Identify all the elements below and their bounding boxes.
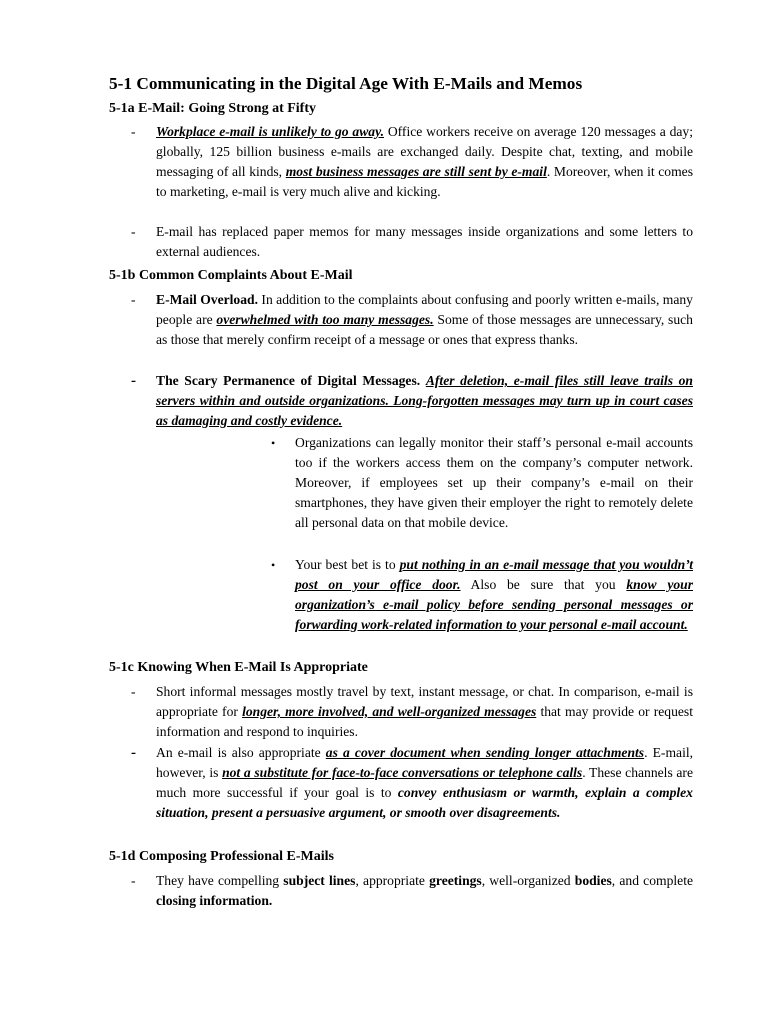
bullet-marker: • [271,558,276,572]
text-run: that may provide or request information and respond to inquiries. [156,704,693,739]
emphasis-run: After deletion, e-mail files still leave trails on servers within and outside organizations. Long-forgotten messages may turn up in court cases as damaging and costly evidence. [156,373,693,428]
list-item [156,222,693,262]
text-run: Also be sure that you [460,577,627,592]
text-run: . Moreover, when it comes to marketing, e-mail is very much alive and kicking. [156,164,694,199]
dash-marker: - [131,224,136,239]
emphasis-run: Workplace e-mail is unlikely to go away. [156,124,384,139]
emphasis-run: The Scary Permanence of Digital Messages. [156,373,421,388]
section-heading-5-1a: 5-1a E-Mail: Going Strong at Fifty [109,101,317,116]
emphasis-run: bodies [574,873,612,888]
list-item [156,371,693,431]
emphasis-run: E-Mail Overload. [156,292,258,307]
page-title: 5-1 Communicating in the Digital Age With E-Mails and Memos [109,74,583,93]
text-run: They have compelling [156,873,284,888]
dash-marker: - [131,124,136,139]
emphasis-run: know your organization’s e-mail policy before sending personal messages or forwarding work-related information to your personal e-mail account. [295,577,693,632]
sub-list-item [295,433,693,533]
text-run: . E-mail, however, is [156,745,694,780]
list-item [156,290,693,350]
emphasis-run: not a substitute for face-to-face conversations or telephone calls [222,765,583,780]
dash-marker: - [131,292,136,307]
text-run: Some of those messages are unnecessary, such as those that merely confirm receipt of a message or ones that express thanks. [156,312,693,347]
emphasis-run: greetings [429,873,482,888]
section-heading-5-1b: 5-1b Common Complaints About E-Mail [109,268,353,283]
text-run: In addition to the complaints about confusing and poorly written e-mails, many people are [156,292,693,327]
bullet-marker: • [271,436,276,450]
list-item [156,122,693,202]
emphasis-run: subject lines [283,873,356,888]
dash-marker: - [131,684,136,699]
emphasis-run: closing information. [156,893,273,908]
section-heading-5-1d: 5-1d Composing Professional E-Mails [109,849,334,864]
dash-marker: - [131,373,136,389]
list-item [156,682,693,742]
text-run: , well-organized [481,873,575,888]
text-run: Office workers receive on average 120 messages a day; globally, 125 billion business e-mails are exchanged daily. Despite chat, texting, and mobile messaging of all kinds, [156,124,693,179]
text-run: Your best bet is to [295,557,400,572]
emphasis-run: as a cover document when sending longer attachments [325,745,645,760]
emphasis-run: put nothing in an e-mail message that you wouldn’t post on your office door. [295,557,693,592]
text-run: . These channels are much more successful if your goal is to [156,765,693,800]
text-run: An e-mail is also appropriate [156,745,326,760]
text-run: Short informal messages mostly travel by text, instant message, or chat. In comparison, e-mail is appropriate for [156,684,693,719]
list-item [156,743,693,823]
section-heading-5-1c: 5-1c Knowing When E-Mail Is Appropriate [109,660,368,675]
list-item [156,871,693,911]
emphasis-run: longer, more involved, and well-organized messages [242,704,537,719]
dash-marker: - [131,745,136,761]
sub-list-item [295,555,693,635]
emphasis-run: most business messages are still sent by e-mail [285,164,547,179]
emphasis-run: convey enthusiasm or warmth, explain a complex situation, present a persuasive argument, or smooth over disagreements. [156,785,693,820]
text-run: , appropriate [355,873,430,888]
dash-marker: - [131,873,136,888]
text-run: E-mail has replaced paper memos for many messages inside organizations and some letters to external audiences. [156,224,693,259]
text-run: , and complete [611,873,694,888]
emphasis-run: overwhelmed with too many messages. [216,312,434,327]
text-run: Organizations can legally monitor their staff’s personal e-mail accounts too if the workers access them on the company’s computer network. Moreover, if employees set up their company’s e-mail on their smartphones, they have given their employer the right to remotely delete all personal data on that mobile device. [295,435,693,530]
